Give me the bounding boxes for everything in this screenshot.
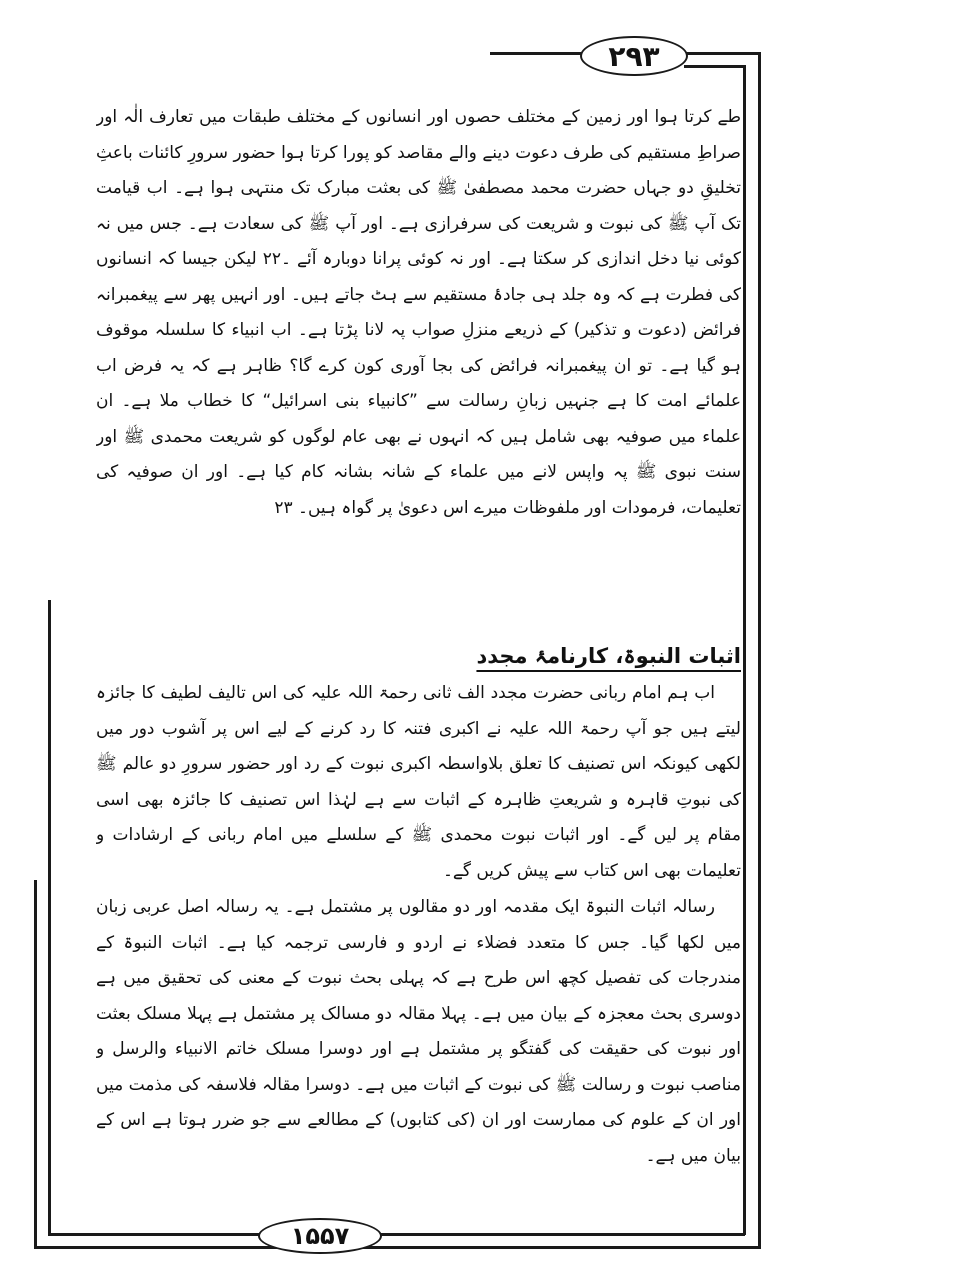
frame-inner-right-line: [743, 65, 746, 1235]
frame-outer-left-line: [34, 880, 37, 1248]
body-paragraph: رسالہ اثبات النبوۃ ایک مقدمہ اور دو مقالوں پر مشتمل ہے۔ یہ رسالہ اصل عربی زبان میں لکھا گیا۔ جس کا متعدد فضلاء نے اردو و فارسی ترجمہ کیا ہے۔ اثبات النبوۃ کے مندرجات کی تفصیل کچھ اس طرح ہے کہ پہلی بحث نبوت کے معنی کی تحقیق میں ہے دوسری بحث معجزہ کے بیان میں ہے۔ پہلا مقالہ دو مسالک پر مشتمل ہے پہلا مسلک بعثت اور نبوت کی حقیقت کی گفتگو پر مشتمل ہے اور دوسرا مسلک خاتم الانبیاء والرسل و مناصب نبوت و رسالت ﷺ کی نبوت کے اثبات میں ہے۔ دوسرا مقالہ فلاسفہ کی مذمت میں اور ان کے علوم کی ممارست اور ان (کی کتابوں) کے مطالعے سے جو ضرر ہوتا ہے اس کے بیان میں ہے۔: [96, 897, 741, 1166]
frame-outer-right-line: [758, 52, 761, 1248]
frame-inner-bottom-line: [376, 1233, 745, 1236]
frame-outer-top-line: [490, 52, 581, 55]
body-paragraph: اب ہم امام ربانی حضرت مجدد الف ثانی رحمۃ اللہ علیہ کی اس تالیف لطیف کا جائزہ لیتے ہیں جو آپ رحمۃ اللہ علیہ نے اکبری فتنہ کا رد کرنے کے لیے اس پر آشوب دور میں لکھی کیونکہ اس تصنیف کا تعلق بلاواسطہ اکبری نبوت کے رد اور حضور سرورِ دو عالم ﷺ کی نبوتِ قاہرہ و شریعتِ ظاہرہ کے اثبات سے ہے لہٰذا اس تصنیف کا جائزہ بھی اسی مقام پر لیں گے۔ اور اثبات نبوت محمدی ﷺ کے سلسلے میں امام ربانی کے ارشادات و تعلیمات بھی اس کتاب سے پیش کریں گے۔: [96, 683, 741, 881]
frame-outer-top-line: [684, 52, 760, 55]
body-paragraph: طے کرتا ہوا اور زمین کے مختلف حصوں اور انسانوں کے مختلف طبقات میں تعارف الٰہ اور صراطِ مستقیم کی طرف دعوت دینے والے مقاصد کو پورا کرتا ہوا حضور سرورِ کائنات باعثِ تخلیقِ دو جہاں حضرت محمد مصطفیٰ ﷺ کی بعثت مبارک تک منتہی ہوا ہے۔ اب قیامت تک آپ ﷺ کی نبوت و شریعت کی سرفرازی ہے۔ اور آپ ﷺ کی سعادت ہے۔ جس میں نہ کوئی نیا دخل اندازی کر سکتا ہے۔ اور نہ کوئی پرانا دوبارہ آئے ۔۲۲ لیکن جیسا کہ انسانوں کی فطرت ہے کہ وہ جلد ہی جادۂ مستقیم سے ہٹ جاتے ہیں۔ اور انہیں پھر سے پیغمبرانہ فرائض (دعوت و تذکیر) کے ذریعے منزلِ صواب پہ لانا پڑتا ہے۔ اب انبیاء کا سلسلہ موقوف ہو گیا ہے۔ تو ان پیغمبرانہ فرائض کی بجا آوری کون کرے گا؟ ظاہر ہے کہ یہ فرض اب علمائے امت کا ہے جنہیں زبانِ رسالت سے ”کانبیاء بنی اسرائیل“ کا خطاب ملا ہے۔ ان علماء میں صوفیہ بھی شامل ہیں کہ انہوں نے بھی عام لوگوں کو شریعت محمدی ﷺ اور سنت نبوی ﷺ پہ واپس لانے میں علماء کے شانہ بشانہ کام کیا ہے۔ اور ان صوفیہ کی تعلیمات، فرمودات اور ملفوظات میرے اس دعویٰ پر گواہ ہیں۔ ۲۳: [96, 107, 741, 518]
page-body: [96, 100, 741, 1174]
frame-outer-bottom-line: [34, 1246, 761, 1249]
frame-inner-top-line: [684, 65, 744, 68]
section-heading: اثبات النبوۃ، کارنامۂ مجدد: [476, 644, 741, 668]
page-number-bottom: ۱۵۵۷: [258, 1218, 382, 1254]
frame-inner-left-line: [48, 600, 51, 1235]
frame-inner-bottom-line: [48, 1233, 260, 1236]
page-number-top: ۲۹۳: [580, 36, 688, 76]
